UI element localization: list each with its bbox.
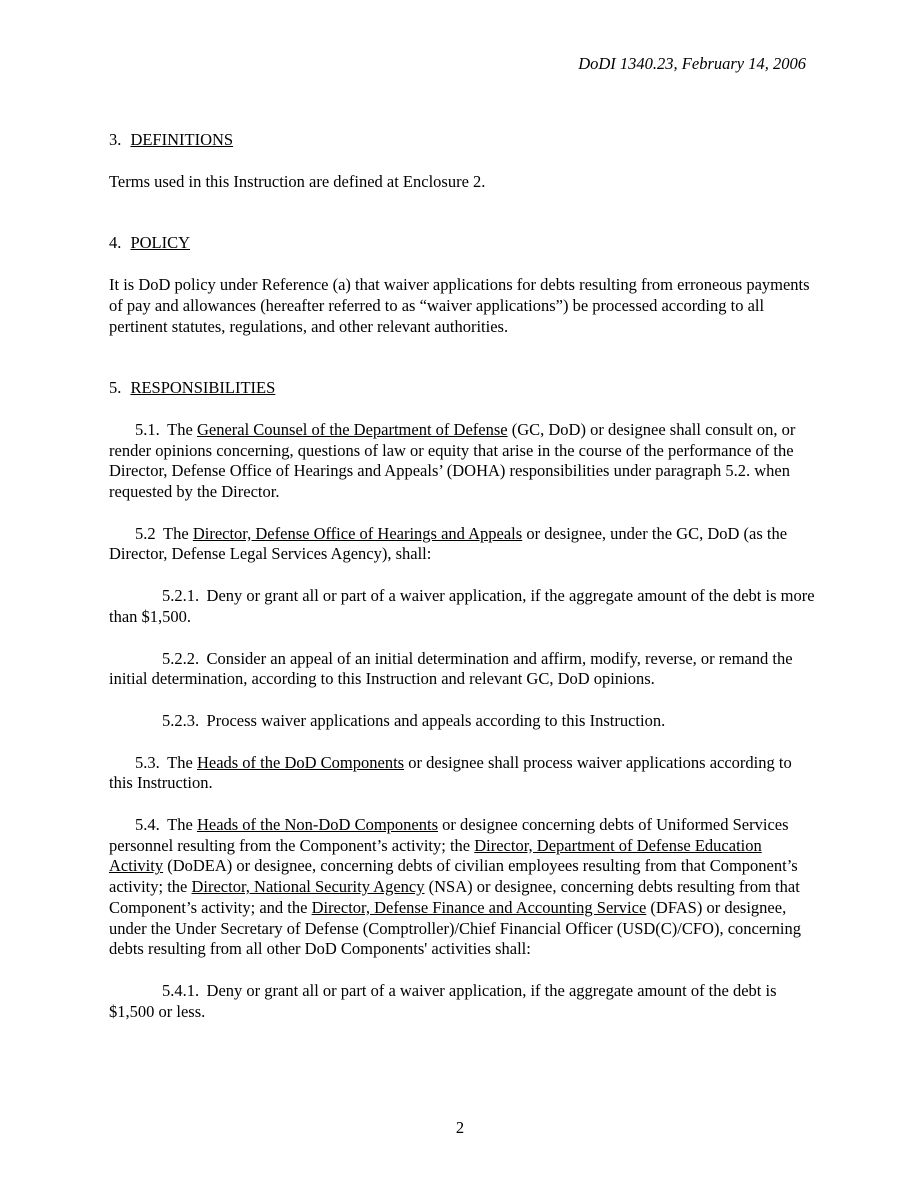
paragraph-text: Deny or grant all or part of a waiver application, if the aggregate amount of the debt is $1,500 or less. xyxy=(109,980,777,1021)
underlined-term: Director, Defense Office of Hearings and Appeals xyxy=(192,523,523,543)
paragraph-5-3 xyxy=(109,753,815,794)
paragraph-text: The xyxy=(167,419,197,439)
paragraph-text: The xyxy=(163,523,193,543)
section-5-heading xyxy=(109,378,815,399)
paragraph-text: (DoDEA) or designee, concerning debts of civilian employees resulting from that Component’s activity; the xyxy=(109,856,798,897)
page-number: 2 xyxy=(455,1118,465,1137)
paragraph-text: (DFAS) or designee, under the Under Secretary of Defense (Comptroller)/Chief Financial Officer (USD(C)/CFO), concerning debts resulting from all other DoD Components' activities shall: xyxy=(109,897,802,959)
section-number: 4. xyxy=(109,233,122,253)
definitions-paragraph: Terms used in this Instruction are defined at Enclosure 2. xyxy=(109,171,486,191)
section-number: 3. xyxy=(109,130,122,149)
paragraph-5-2 xyxy=(109,524,815,565)
paragraph-text: or designee, under the GC, DoD (as the Director, Defense Legal Services Agency), shall: xyxy=(109,523,788,564)
paragraph-number: 5.2.2. xyxy=(162,648,200,668)
underlined-term: Heads of the DoD Components xyxy=(196,752,405,772)
paragraph-number: 5.1. xyxy=(135,419,160,439)
paragraph-number: 5.2 xyxy=(135,523,156,543)
paragraph-number: 5.4. xyxy=(135,815,160,835)
paragraph-text: (GC, DoD) or designee shall consult on, or render opinions concerning, questions of law or equity that arise in the course of the performance of the Director, Defense Office of Hearings and Appeals’ (DOHA) responsibilities under paragraph 5.2. when requested by the Director. xyxy=(109,419,796,502)
section-title: DEFINITIONS xyxy=(130,130,234,149)
paragraph-5-1 xyxy=(109,420,815,503)
section-number: 5. xyxy=(109,378,122,398)
underlined-term: Heads of the Non-DoD Components xyxy=(196,815,438,835)
section-title: POLICY xyxy=(130,233,191,253)
paragraph-5-2-2 xyxy=(109,649,815,690)
paragraph-number: 5.4.1. xyxy=(162,980,200,1000)
paragraph-number: 5.3. xyxy=(135,752,160,772)
paragraph-text: The xyxy=(167,815,197,835)
section-title: RESPONSIBILITIES xyxy=(130,378,276,398)
paragraph-number: 5.2.1. xyxy=(162,586,200,606)
paragraph-5-4-1 xyxy=(109,981,815,1022)
paragraph-5-4 xyxy=(109,815,815,960)
underlined-term: Director, Department of Defense Education Activity xyxy=(109,835,762,876)
document-body xyxy=(109,130,815,1022)
policy-paragraph: It is DoD policy under Reference (a) that waiver applications for debts resulting from erroneous payments of pay and allowances (hereafter referred to as “waiver applications”) be processed according to all pertinent statutes, regulations, and other relevant authorities. xyxy=(109,275,810,336)
paragraph-5-2-1 xyxy=(109,586,815,627)
running-header: DoDI 1340.23, February 14, 2006 xyxy=(578,54,806,73)
paragraph-text: or designee shall process waiver applications according to this Instruction. xyxy=(109,752,792,793)
paragraph-text: The xyxy=(167,752,197,772)
underlined-term: Director, Defense Finance and Accounting Service xyxy=(311,897,647,917)
section-3-heading xyxy=(109,130,815,151)
paragraph-number: 5.2.3. xyxy=(162,710,200,730)
paragraph-text: Consider an appeal of an initial determination and affirm, modify, reverse, or remand the initial determination, according to this Instruction and relevant GC, DoD opinions. xyxy=(109,648,793,689)
underlined-term: General Counsel of the Department of Defense xyxy=(196,419,508,439)
section-4-heading xyxy=(109,233,815,254)
underlined-term: Director, National Security Agency xyxy=(191,877,425,897)
paragraph-5-2-3 xyxy=(109,711,815,732)
paragraph-text: Process waiver applications and appeals according to this Instruction. xyxy=(206,710,666,730)
paragraph-text: or designee concerning debts of Uniformed Services personnel resulting from the Component’s activity; the xyxy=(109,815,789,855)
paragraph-text: Deny or grant all or part of a waiver application, if the aggregate amount of the debt is more than $1,500. xyxy=(109,586,815,626)
paragraph-text: (NSA) or designee, concerning debts resulting from that Component’s activity; and the xyxy=(109,877,800,917)
